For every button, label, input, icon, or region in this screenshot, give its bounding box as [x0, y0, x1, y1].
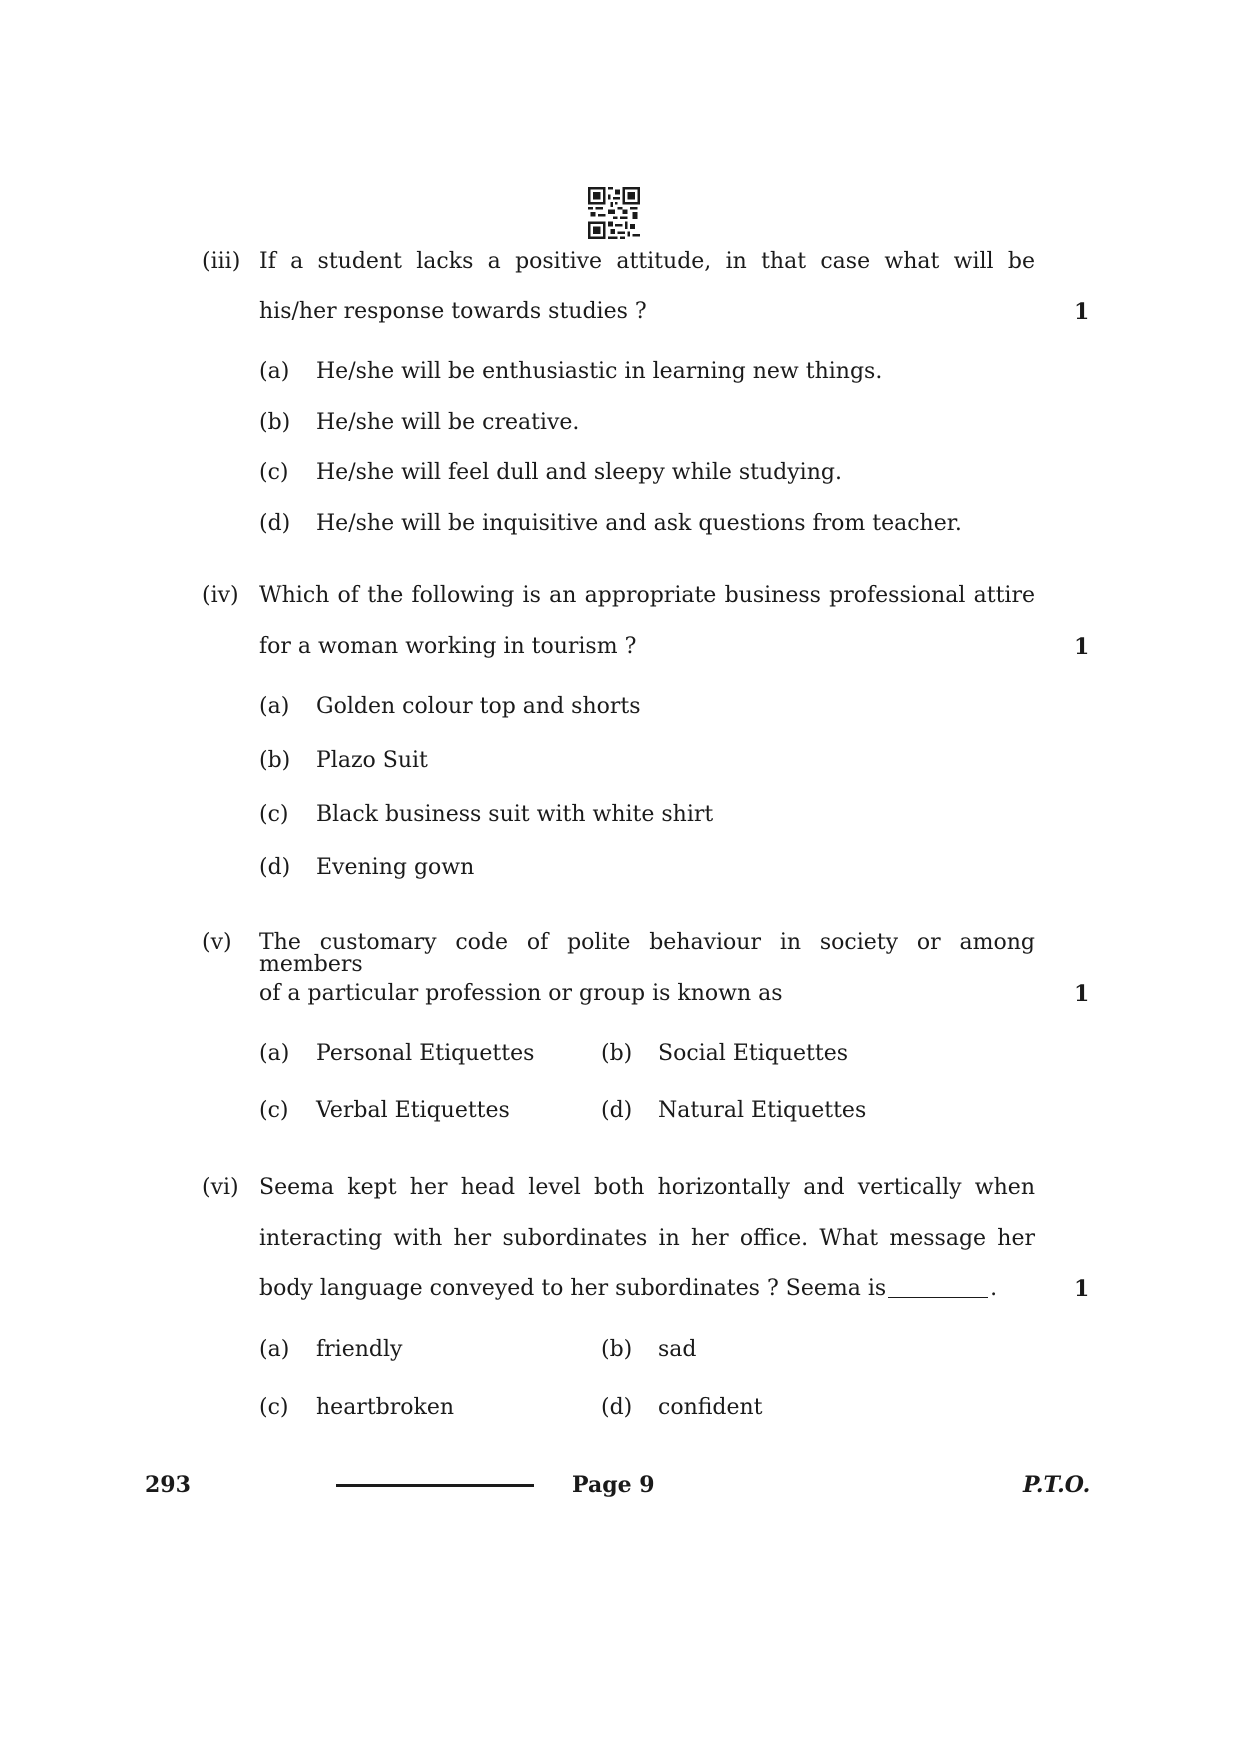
- page-number: Page 9: [572, 1472, 655, 1498]
- option-label: (c): [259, 802, 289, 827]
- option-label: (d): [601, 1098, 633, 1123]
- marks: 1: [1074, 299, 1090, 325]
- option-label: (d): [601, 1395, 633, 1420]
- option-label: (b): [259, 410, 291, 435]
- question-text-line: Which of the following is an appropriate business professional attire: [259, 583, 1035, 608]
- question-number: (vi): [202, 1175, 239, 1200]
- option-text: Black business suit with white shirt: [316, 802, 714, 827]
- option-label: (a): [259, 694, 290, 719]
- option-text: Personal Etiquettes: [316, 1041, 535, 1066]
- marks: 1: [1074, 1276, 1090, 1302]
- option-text: Verbal Etiquettes: [316, 1098, 510, 1123]
- option-text: He/she will be creative.: [316, 410, 580, 435]
- option-text: confident: [658, 1395, 763, 1420]
- option-label: (b): [601, 1337, 633, 1362]
- qr-code-icon: [588, 187, 640, 239]
- option-label: (c): [259, 460, 289, 485]
- question-text-end: .: [990, 1276, 998, 1301]
- option-label: (a): [259, 1337, 290, 1362]
- option-text: Evening gown: [316, 855, 475, 880]
- question-number: (v): [202, 930, 232, 955]
- option-label: (a): [259, 1041, 290, 1066]
- question-text-line: his/her response towards studies ?: [259, 299, 647, 324]
- question-text-line: [259, 1278, 1035, 1300]
- option-label: (b): [601, 1041, 633, 1066]
- option-label: (c): [259, 1395, 289, 1420]
- option-label: (d): [259, 855, 291, 880]
- option-text: sad: [658, 1337, 697, 1362]
- question-text: body language conveyed to her subordinates ? Seema is: [259, 1276, 887, 1301]
- footer-divider: [336, 1484, 534, 1487]
- option-text: friendly: [316, 1337, 403, 1362]
- option-text: He/she will be enthusiastic in learning new things.: [316, 359, 883, 384]
- option-text: He/she will be inquisitive and ask questions from teacher.: [316, 511, 962, 536]
- option-text: He/she will feel dull and sleepy while studying.: [316, 460, 842, 485]
- question-number: (iii): [202, 249, 241, 274]
- paper-code: 293: [145, 1472, 191, 1498]
- pto-label: P.T.O.: [1023, 1472, 1091, 1498]
- option-label: (b): [259, 748, 291, 773]
- question-number: (iv): [202, 583, 239, 608]
- question-text-line: If a student lacks a positive attitude, in that case what will be: [259, 249, 1035, 274]
- option-text: Plazo Suit: [316, 748, 428, 773]
- option-text: Golden colour top and shorts: [316, 694, 641, 719]
- question-text-line: The customary code of polite behaviour in society or among members: [259, 930, 1035, 977]
- answer-blank: [888, 1297, 988, 1298]
- marks: 1: [1074, 634, 1090, 660]
- option-label: (c): [259, 1098, 289, 1123]
- marks: 1: [1074, 981, 1090, 1007]
- option-text: heartbroken: [316, 1395, 455, 1420]
- option-label: (a): [259, 359, 290, 384]
- question-text-line: of a particular profession or group is known as: [259, 981, 783, 1006]
- question-text-line: Seema kept her head level both horizontally and vertically when: [259, 1175, 1035, 1200]
- question-text-line: interacting with her subordinates in her office. What message her: [259, 1226, 1035, 1251]
- question-text-line: for a woman working in tourism ?: [259, 634, 637, 659]
- option-text: Natural Etiquettes: [658, 1098, 867, 1123]
- option-label: (d): [259, 511, 291, 536]
- option-text: Social Etiquettes: [658, 1041, 849, 1066]
